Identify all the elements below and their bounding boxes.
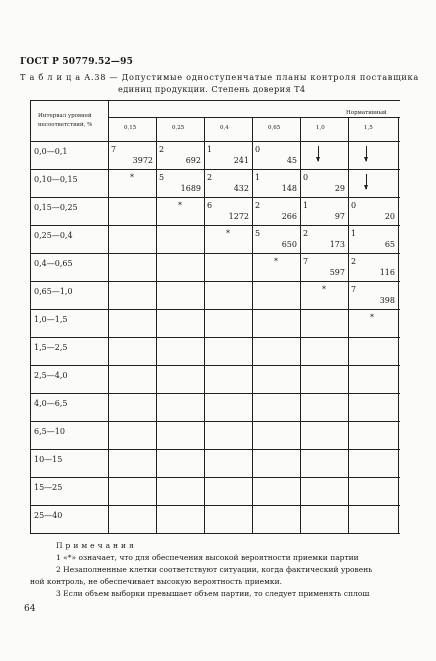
document-header: ГОСТ Р 50779.52—95: [20, 57, 134, 67]
interval-column-header: [38, 112, 92, 130]
row-divider: [30, 281, 400, 282]
header-subdivider: [108, 117, 400, 118]
row-interval-label: 1,0—1,5: [34, 315, 68, 324]
acceptance-number: 2: [207, 173, 213, 182]
table-left-border: [30, 100, 31, 534]
column-header: 1,0: [316, 125, 325, 131]
acceptance-number: 6: [207, 201, 213, 210]
sample-size: 650: [281, 240, 297, 249]
acceptance-number: 7: [111, 145, 117, 154]
row-divider: [30, 533, 400, 534]
column-divider: [300, 117, 301, 534]
acceptance-number: 0: [351, 201, 357, 210]
row-interval-label: 0,10—0,15: [34, 175, 78, 184]
row-divider: [30, 309, 400, 310]
column-header: 1,5: [364, 125, 373, 131]
row-interval-label: 0,15—0,25: [34, 203, 78, 212]
interval-column-border: [108, 100, 109, 534]
row-interval-label: 1,5—2,5: [34, 343, 68, 352]
sample-size: 692: [185, 156, 201, 165]
sample-size: 29: [334, 184, 345, 193]
header-bottom-border: [30, 141, 400, 142]
sample-size: 116: [379, 268, 395, 277]
row-interval-label: 0,65—1,0: [34, 287, 73, 296]
star-marker: *: [226, 229, 230, 238]
sample-size: 266: [281, 212, 297, 221]
table-top-border: [30, 100, 400, 101]
normative-group-header: Нормативный: [346, 110, 387, 116]
down-arrow-icon: [366, 174, 367, 189]
sample-size: 3972: [132, 156, 153, 165]
row-interval-label: 0,25—0,4: [34, 231, 73, 240]
acceptance-number: 1: [255, 173, 261, 182]
acceptance-number: 7: [303, 257, 309, 266]
row-interval-label: 6,5—10: [34, 427, 65, 436]
column-header: 0,15: [124, 125, 137, 131]
column-header: 0,4: [220, 125, 229, 131]
sample-size: 398: [379, 296, 395, 305]
column-header: 0,25: [172, 125, 185, 131]
row-interval-label: 15—25: [34, 483, 63, 492]
acceptance-number: 2: [255, 201, 261, 210]
row-interval-label: 0,4—0,65: [34, 259, 73, 268]
acceptance-number: 2: [351, 257, 357, 266]
star-marker: *: [322, 285, 326, 294]
sample-size: 20: [384, 212, 395, 221]
note-3: 3 Если объем выборки превышает объем партии, то следует применять сплош: [56, 589, 370, 598]
row-divider: [30, 169, 400, 170]
column-header: 0,65: [268, 125, 281, 131]
sample-size: 597: [329, 268, 345, 277]
star-marker: *: [178, 201, 182, 210]
sample-size: 65: [384, 240, 395, 249]
sample-size: 148: [281, 184, 297, 193]
row-divider: [30, 393, 400, 394]
table-notes: [30, 540, 400, 600]
interval-header-line1: Интервал уровней: [38, 113, 92, 119]
acceptance-number: 2: [303, 229, 309, 238]
note-2-continuation: ной контроль, не обеспечивает высокую вероятность приемки.: [30, 577, 282, 586]
row-divider: [30, 449, 400, 450]
down-arrow-icon: [366, 146, 367, 161]
acceptance-number: 7: [351, 285, 357, 294]
sample-size: 432: [233, 184, 249, 193]
star-marker: *: [130, 173, 134, 182]
row-interval-label: 0,0—0,1: [34, 147, 68, 156]
acceptance-number: 2: [159, 145, 165, 154]
sample-size: 97: [334, 212, 345, 221]
column-divider: [252, 117, 253, 534]
row-divider: [30, 365, 400, 366]
column-divider: [398, 117, 399, 534]
notes-title: Примечания: [56, 541, 137, 550]
acceptance-number: 1: [351, 229, 357, 238]
sample-size: 45: [286, 156, 297, 165]
row-divider: [30, 337, 400, 338]
column-divider: [204, 117, 205, 534]
page-number: 64: [24, 604, 36, 614]
row-divider: [30, 197, 400, 198]
sample-size: 173: [329, 240, 345, 249]
row-divider: [30, 421, 400, 422]
row-interval-label: 25—40: [34, 511, 63, 520]
row-interval-label: 4,0—6,5: [34, 399, 68, 408]
table-caption-line2: единиц продукции. Степень доверия Т4: [118, 84, 306, 94]
sample-size: 1272: [228, 212, 249, 221]
acceptance-number: 5: [159, 173, 165, 182]
acceptance-number: 0: [255, 145, 261, 154]
note-1: 1 «*» означает, что для обеспечения высокой вероятности приемки партии: [56, 553, 359, 562]
interval-header-line2: несоответствий, %: [38, 122, 93, 128]
row-interval-label: 2,5—4,0: [34, 371, 68, 380]
sample-size: 241: [233, 156, 249, 165]
sample-size: 1689: [180, 184, 201, 193]
down-arrow-icon: [318, 146, 319, 161]
acceptance-number: 0: [303, 173, 309, 182]
column-divider: [348, 117, 349, 534]
acceptance-number: 1: [207, 145, 213, 154]
row-divider: [30, 505, 400, 506]
row-divider: [30, 225, 400, 226]
note-2: 2 Незаполненные клетки соответствуют ситуации, когда фактический уровень: [56, 565, 373, 574]
acceptance-number: 1: [303, 201, 309, 210]
row-divider: [30, 253, 400, 254]
row-divider: [30, 477, 400, 478]
acceptance-number: 5: [255, 229, 261, 238]
star-marker: *: [274, 257, 278, 266]
column-divider: [156, 117, 157, 534]
table-caption-line1: Т а б л и ц а А.38 — Допустимые одноступенчатые планы контроля поставщика: [20, 72, 419, 82]
star-marker: *: [370, 313, 374, 322]
acceptance-plans-table: [30, 100, 400, 532]
row-interval-label: 10—15: [34, 455, 63, 464]
